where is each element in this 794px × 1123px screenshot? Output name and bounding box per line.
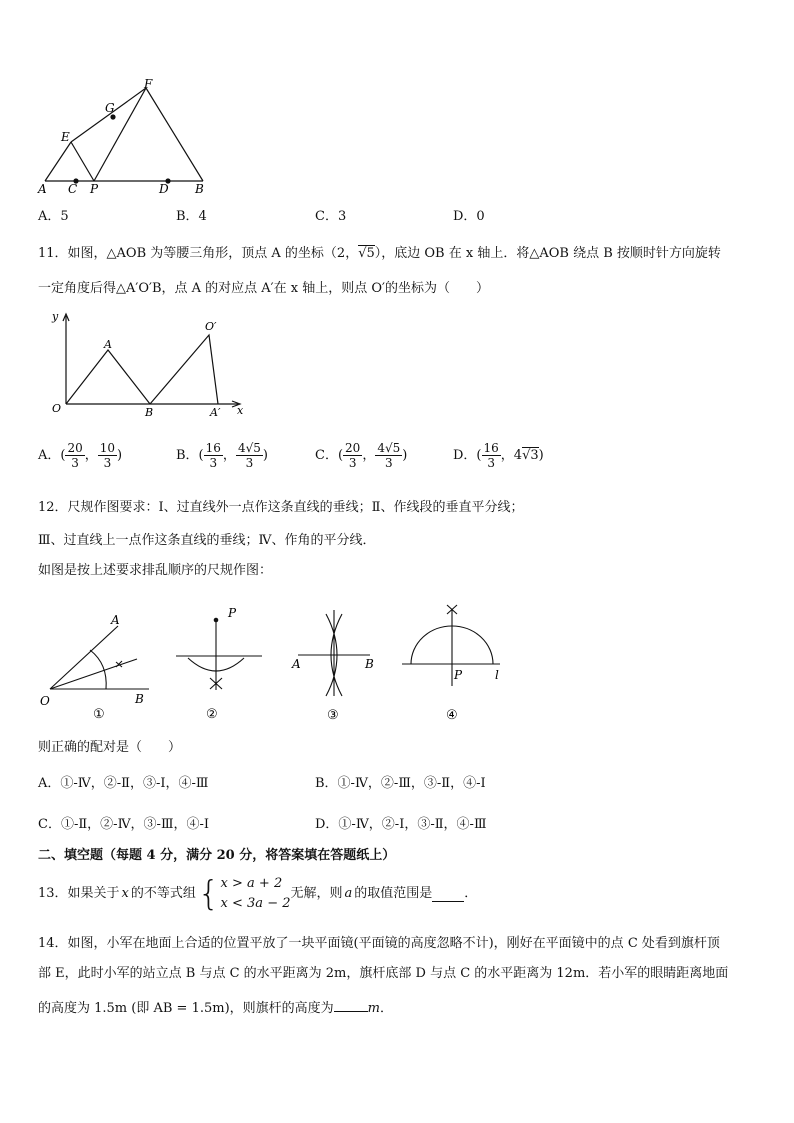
opt-sep: ，4 (500, 448, 523, 463)
q14-unit: m (367, 1001, 380, 1016)
q11-text-line1 (38, 246, 721, 262)
q14-answer-blank[interactable] (334, 997, 368, 1012)
opt-sep: ， (362, 448, 376, 463)
fig1-label-b: B (135, 692, 144, 706)
q11-option-c[interactable] (315, 441, 407, 470)
fig1-number: ① (93, 707, 105, 722)
denominator: 3 (384, 456, 393, 470)
denominator: 3 (71, 456, 79, 470)
opt-close: ) (262, 448, 268, 463)
fig4-number: ④ (446, 708, 458, 723)
label-p: P (90, 182, 99, 196)
q11-option-d[interactable] (453, 441, 544, 470)
label-e: E (61, 130, 70, 144)
q14-line3-a: 的高度为 1.5m (即 AB = 1.5m)，则旗杆的高度为 (38, 1001, 334, 1016)
q14-line1: 14．如图，小军在地面上合适的位置平放了一块平面镜(平面镜的高度忽略不计)，刚好在平面镜中的点 C 处看到旗杆顶 (38, 936, 720, 951)
q12-text-line1: 12．尺规作图要求：Ⅰ、过直线外一点作这条直线的垂线；Ⅱ、作线段的垂直平分线； (38, 500, 524, 515)
opt-close: ) (402, 448, 408, 463)
numerator: 4√5 (237, 441, 261, 455)
numerator: 4√5 (377, 441, 401, 455)
q14-line3 (38, 997, 393, 1017)
q10-figure (36, 76, 216, 196)
denominator: 3 (245, 456, 254, 470)
fig1-label-a: A (111, 613, 120, 627)
opt-close: ) (117, 448, 123, 463)
opt-letter: D．( (453, 448, 482, 463)
q12-question: 则正确的配对是（ ） (38, 740, 182, 755)
q13-end: ． (464, 886, 478, 901)
q14-line3-b: ． (379, 1001, 393, 1016)
fig3-label-a: A (292, 657, 301, 671)
q10-option-a[interactable]: A．5 (38, 209, 69, 224)
opt-letter: B．( (176, 448, 204, 463)
q11-sqrt5: √5 (358, 246, 375, 261)
q12-text-line3: 如图是按上述要求排乱顺序的尺规作图： (38, 563, 273, 578)
label-c: C (68, 182, 78, 196)
q11-text-line2: 一定角度后得△A′O′B，点 A 的对应点 A′在 x 轴上，则点 O′的坐标为（ ） (38, 281, 489, 296)
q11-line1-b: ），底边 OB 在 x 轴上．将△AOB 绕点 B 按顺时针方向旋转 (374, 246, 721, 261)
q13-text (38, 870, 477, 918)
q13-var-x: x (121, 886, 129, 901)
opt-close: ) (538, 448, 544, 463)
q13-system (221, 874, 291, 914)
fig3-label-b: B (365, 657, 374, 671)
sqrt3: √3 (522, 448, 539, 463)
opt-letter: A．( (38, 448, 66, 463)
q13-ineq1: x > a + 2 (220, 876, 283, 891)
q13-pre: 13．如果关于 (38, 886, 120, 901)
label-a: A (38, 182, 47, 196)
numerator: 16 (483, 441, 499, 455)
denominator: 3 (209, 456, 218, 470)
label-o: O (52, 402, 62, 415)
opt-sep: ， (84, 448, 98, 463)
point-g (110, 114, 115, 119)
fig2-label-p: P (228, 606, 237, 620)
fig4-label-l: l (495, 668, 499, 682)
q13-ineq2: x < 3a − 2 (220, 896, 291, 911)
q11-line1-a: 11．如图，△AOB 为等腰三角形，顶点 A 的坐标（2， (38, 246, 359, 261)
denominator: 3 (348, 456, 357, 470)
numerator: 10 (99, 441, 116, 455)
q13-var-a: a (344, 886, 353, 901)
label-b: B (145, 406, 154, 418)
opt-sep: ， (222, 448, 236, 463)
label-x: x (237, 404, 244, 417)
numerator: 20 (345, 441, 361, 455)
q13-post2: 的取值范围是 (354, 886, 433, 901)
section-title: 二、填空题（每题 4 分，满分 20 分，将答案填在答题纸上） (38, 848, 396, 863)
q14-line2: 部 E，此时小军的站立点 B 与点 C 的水平距离为 2m，旗杆底部 D 与点 C 的水平距离为 12m．若小军的眼睛距离地面 (38, 966, 729, 981)
q13-answer-blank[interactable] (432, 887, 464, 902)
q12-text-line2: Ⅲ、过直线上一点作这条直线的垂线；Ⅳ、作角的平分线． (38, 533, 376, 548)
label-g: G (105, 101, 115, 115)
fig4-label-p: P (454, 668, 463, 682)
numerator: 16 (205, 441, 221, 455)
label-y: y (52, 310, 59, 323)
q10-option-c[interactable]: C．3 (315, 209, 347, 224)
q11-figure (44, 308, 250, 418)
label-o-prime: O′ (205, 320, 217, 333)
q12-option-a[interactable]: A．①-Ⅳ，②-Ⅱ，③-Ⅰ，④-Ⅲ (38, 776, 209, 791)
label-b: B (195, 182, 204, 196)
q13-brace: { (197, 874, 220, 914)
q12-option-d[interactable]: D．①-Ⅳ，②-Ⅰ，③-Ⅱ，④-Ⅲ (315, 817, 487, 832)
q12-option-b[interactable]: B．①-Ⅳ，②-Ⅲ，③-Ⅱ，④-Ⅰ (315, 776, 486, 791)
fig2-number: ② (206, 707, 218, 722)
q11-option-b[interactable] (176, 441, 268, 470)
denominator: 3 (103, 456, 112, 470)
q13-post1: 无解，则 (290, 886, 343, 901)
q12-option-c[interactable]: C．①-Ⅱ，②-Ⅳ，③-Ⅲ，④-Ⅰ (38, 817, 210, 832)
q11-option-a[interactable] (38, 441, 122, 470)
label-a-prime: A′ (210, 406, 221, 418)
q13-mid: 的不等式组 (130, 886, 196, 901)
q12-figures (36, 592, 516, 726)
label-a: A (104, 338, 112, 351)
opt-letter: C．( (315, 448, 344, 463)
label-d: D (159, 182, 169, 196)
q10-option-d[interactable]: D．0 (453, 209, 485, 224)
denominator: 3 (487, 456, 495, 470)
label-f: F (144, 77, 153, 91)
fig3-number: ③ (327, 708, 339, 723)
fig1-label-o: O (40, 694, 50, 708)
numerator: 20 (67, 441, 83, 455)
q10-option-b[interactable]: B．4 (176, 209, 207, 224)
